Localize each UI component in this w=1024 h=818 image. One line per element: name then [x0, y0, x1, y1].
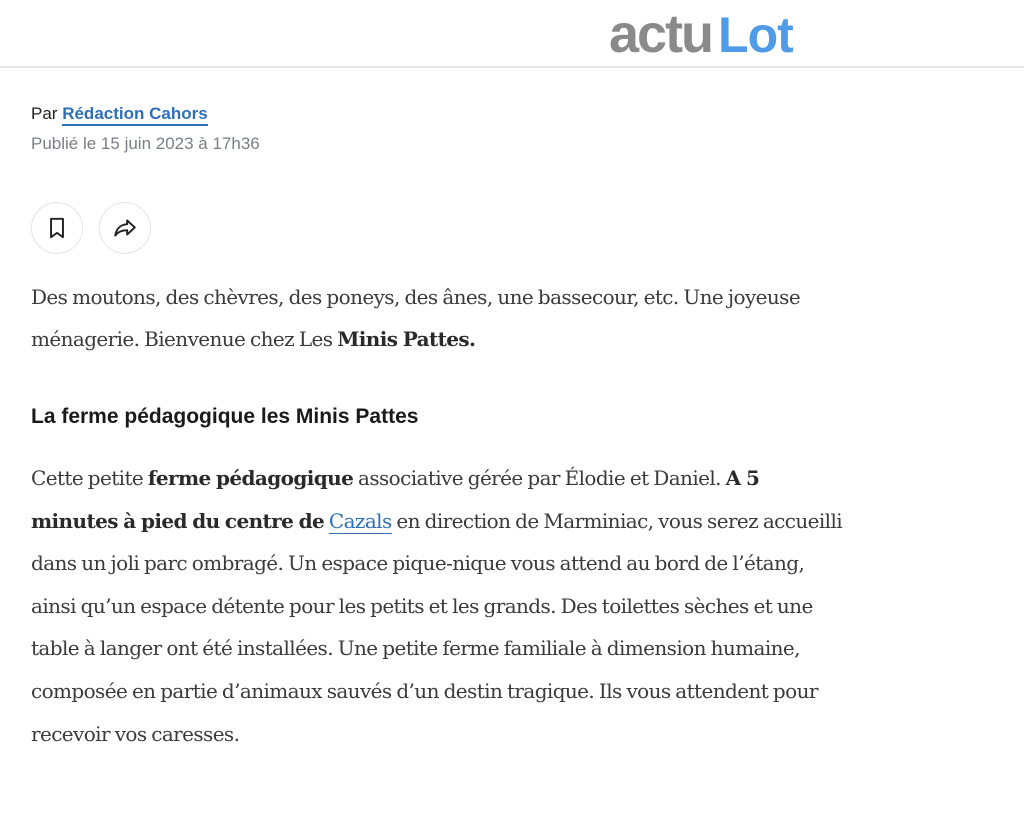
byline-prefix: Par	[31, 104, 58, 123]
bookmark-button[interactable]	[31, 202, 83, 254]
share-button[interactable]	[99, 202, 151, 254]
body-text: en direction de Marminiac, vous serez accueilli dans un joli parc ombragé. Un espace pique-nique vous attend au bord de l’étang, ainsi qu’un espace détente pour les petits et les grands. Des toilettes sèches et une table à langer ont été installées. Une petite ferme familiale à dimension humaine, composée en partie d’animaux sauvés d’un destin tragique. Ils vous attendent pour recevoir vos caresses.	[31, 508, 843, 746]
cazals-link[interactable]: Cazals	[328, 508, 392, 533]
body-bold: A 5 minutes à pied du centre de	[31, 466, 760, 533]
body-bold: ferme pédagogique	[147, 466, 354, 490]
bookmark-icon	[44, 215, 70, 241]
logo-actu: actu	[609, 4, 713, 64]
article-body	[31, 457, 851, 755]
body-text: associative gérée par Élodie et Daniel.	[353, 466, 726, 490]
intro-bold: Minis Pattes.	[337, 327, 476, 351]
article-actions	[31, 202, 151, 254]
site-header	[0, 0, 1024, 68]
publish-date: Publié le 15 juin 2023 à 17h36	[31, 134, 260, 153]
article-intro	[31, 276, 851, 360]
logo-lot: Lot	[718, 7, 793, 63]
share-icon	[112, 215, 138, 241]
actu-lot-logo[interactable]	[609, 4, 793, 65]
author-link[interactable]: Rédaction Cahors	[62, 104, 207, 126]
byline	[31, 104, 208, 124]
section-heading: La ferme pédagogique les Minis Pattes	[31, 405, 419, 428]
body-text: Cette petite	[31, 466, 148, 490]
intro-text: Des moutons, des chèvres, des poneys, des ânes, une bassecour, etc. Une joyeuse ménagerie. Bienvenue chez Les	[31, 285, 801, 351]
